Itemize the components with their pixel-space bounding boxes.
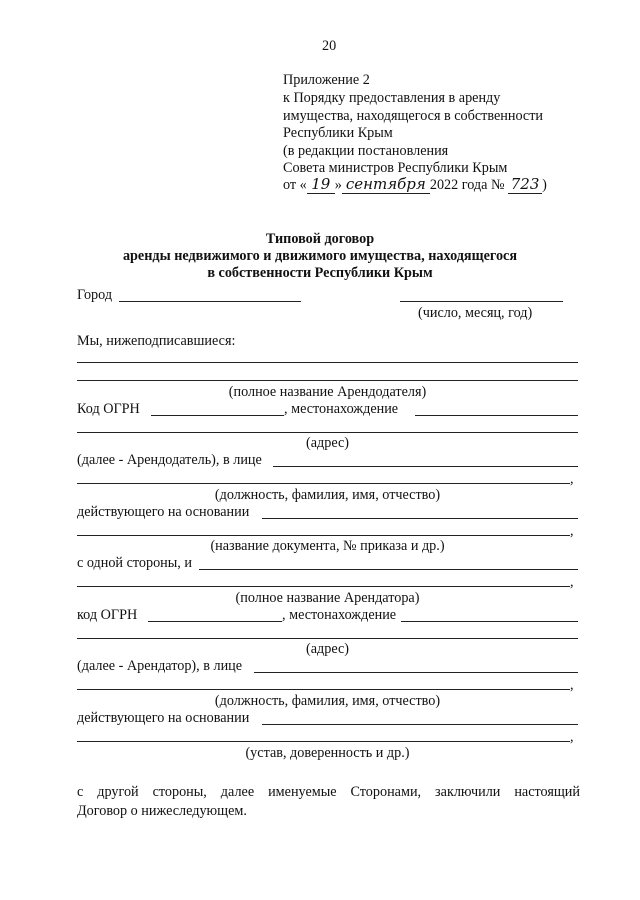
title-line-3: в собственности Республики Крым bbox=[207, 265, 433, 281]
closing-line-1: с другой стороны, далее именуемые Сторонами, заключили настоящий bbox=[77, 784, 580, 800]
date-field[interactable] bbox=[400, 301, 563, 302]
comma-3: , bbox=[570, 574, 574, 590]
date-mid: » bbox=[334, 177, 342, 193]
ogrn-field-tenant[interactable] bbox=[148, 621, 282, 622]
appendix-line-1: Приложение 2 bbox=[283, 72, 370, 88]
appendix-date-line bbox=[283, 176, 547, 194]
comma-1: , bbox=[570, 471, 574, 487]
document-caption: (название документа, № приказа и др.) bbox=[210, 538, 445, 554]
city-label: Город bbox=[77, 287, 113, 303]
basis-label-tenant: действующего на основании bbox=[77, 710, 250, 726]
closing-line-2: Договор о нижеследующем. bbox=[77, 803, 247, 819]
city-field[interactable] bbox=[119, 301, 301, 302]
intro-text: Мы, нижеподписавшиеся: bbox=[77, 333, 236, 349]
date-month-handwritten: сентября bbox=[342, 176, 430, 194]
one-side-label: с одной стороны, и bbox=[77, 555, 192, 571]
appendix-line-6: Совета министров Республики Крым bbox=[283, 160, 508, 176]
basis-field-tenant-1[interactable] bbox=[262, 724, 578, 725]
landlord-name-field-2[interactable] bbox=[77, 380, 578, 381]
date-caption: (число, месяц, год) bbox=[418, 305, 533, 321]
location-field-tenant[interactable] bbox=[401, 621, 578, 622]
location-label-tenant: , местонахождение bbox=[282, 607, 397, 623]
landlord-person-field-1[interactable] bbox=[273, 466, 578, 467]
basis-field-landlord-2[interactable] bbox=[77, 535, 570, 536]
appendix-line-2: к Порядку предоставления в аренду bbox=[283, 90, 501, 106]
tenant-person-field-2[interactable] bbox=[77, 689, 570, 690]
landlord-person-field-2[interactable] bbox=[77, 483, 570, 484]
tenant-caption: (полное название Арендатора) bbox=[235, 590, 420, 606]
landlord-person-label: (далее - Арендодатель), в лице bbox=[77, 452, 262, 468]
appendix-line-5: (в редакции постановления bbox=[283, 143, 449, 159]
date-suffix: ) bbox=[542, 177, 547, 193]
charter-caption: (устав, доверенность и др.) bbox=[245, 745, 410, 761]
address-caption-landlord: (адрес) bbox=[305, 435, 349, 451]
appendix-line-4: Республики Крым bbox=[283, 125, 393, 141]
tenant-name-field-1[interactable] bbox=[199, 569, 578, 570]
address-caption-tenant: (адрес) bbox=[305, 641, 349, 657]
tenant-person-field-1[interactable] bbox=[254, 672, 578, 673]
page-number: 20 bbox=[322, 38, 337, 54]
tenant-name-field-2[interactable] bbox=[77, 586, 570, 587]
landlord-caption: (полное название Арендодателя) bbox=[228, 384, 427, 400]
ogrn-field-landlord[interactable] bbox=[151, 415, 284, 416]
position-caption-tenant: (должность, фамилия, имя, отчество) bbox=[214, 693, 441, 709]
ogrn-label-landlord: Код ОГРН bbox=[77, 401, 140, 417]
ogrn-label-tenant: код ОГРН bbox=[77, 607, 138, 623]
location-field-landlord[interactable] bbox=[415, 415, 578, 416]
landlord-name-field-1[interactable] bbox=[77, 362, 578, 363]
basis-label-landlord: действующего на основании bbox=[77, 504, 250, 520]
basis-field-tenant-2[interactable] bbox=[77, 741, 570, 742]
date-number-handwritten: 723 bbox=[508, 176, 542, 194]
date-day-handwritten: 19 bbox=[307, 176, 335, 194]
date-year: 2022 года № bbox=[429, 177, 505, 193]
tenant-address-field[interactable] bbox=[77, 638, 578, 639]
appendix-line-3: имущества, находящегося в собственности bbox=[283, 108, 544, 124]
title-line-1: Типовой договор bbox=[265, 231, 375, 247]
date-prefix: от « bbox=[283, 177, 307, 193]
basis-field-landlord-1[interactable] bbox=[262, 518, 578, 519]
title-line-2: аренды недвижимого и движимого имущества, находящегося bbox=[122, 248, 518, 264]
position-caption-landlord: (должность, фамилия, имя, отчество) bbox=[214, 487, 441, 503]
location-label-landlord: , местонахождение bbox=[284, 401, 399, 417]
landlord-address-field[interactable] bbox=[77, 432, 578, 433]
comma-5: , bbox=[570, 729, 574, 745]
comma-4: , bbox=[570, 677, 574, 693]
comma-2: , bbox=[570, 523, 574, 539]
closing-paragraph bbox=[77, 783, 580, 821]
tenant-person-label: (далее - Арендатор), в лице bbox=[77, 658, 243, 674]
